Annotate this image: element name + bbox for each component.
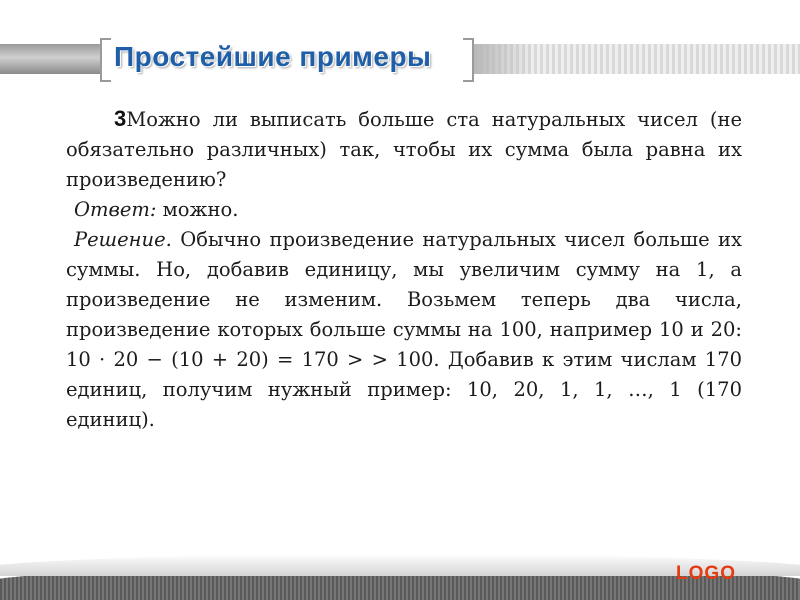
problem-question: Можно ли выписать больше ста натуральных чисел (не обязательно различных) так, чтобы их сумма была равна их произведению?: [66, 108, 742, 191]
logo: LOGO: [676, 563, 736, 584]
solution-paragraph: [66, 225, 742, 435]
solution-label: Решение.: [74, 228, 172, 251]
problem-number: 3: [114, 106, 127, 131]
title-bracket-right: [463, 38, 474, 82]
title-bracket-left: [100, 38, 111, 82]
problem-question-paragraph: [66, 104, 742, 195]
solution-text-2: Добавив к этим числам 170 единиц, получим нужный пример: 10, 20, 1, 1, …, 1 (170 единиц).: [66, 348, 743, 431]
answer-text: можно.: [162, 198, 239, 221]
title-frame: [100, 38, 474, 80]
answer-paragraph: [66, 195, 742, 225]
answer-label: Ответ:: [74, 198, 157, 221]
solution-formula: 10 · 20 − (10 + 20) = 170 > > 100.: [66, 348, 440, 371]
problem-text: [66, 104, 742, 435]
header-bar-right: [474, 44, 800, 74]
solution-text-1: Обычно произведение натуральных чисел больше их суммы. Но, добавив единицу, мы увеличим сумму на 1, а произведение не изменим. Возьмем теперь два числа, произведение которых больше суммы на 100, например 10 и 20:: [66, 228, 743, 341]
slide-title: Простейшие примеры: [114, 41, 432, 72]
header-bar-left: [0, 44, 100, 74]
